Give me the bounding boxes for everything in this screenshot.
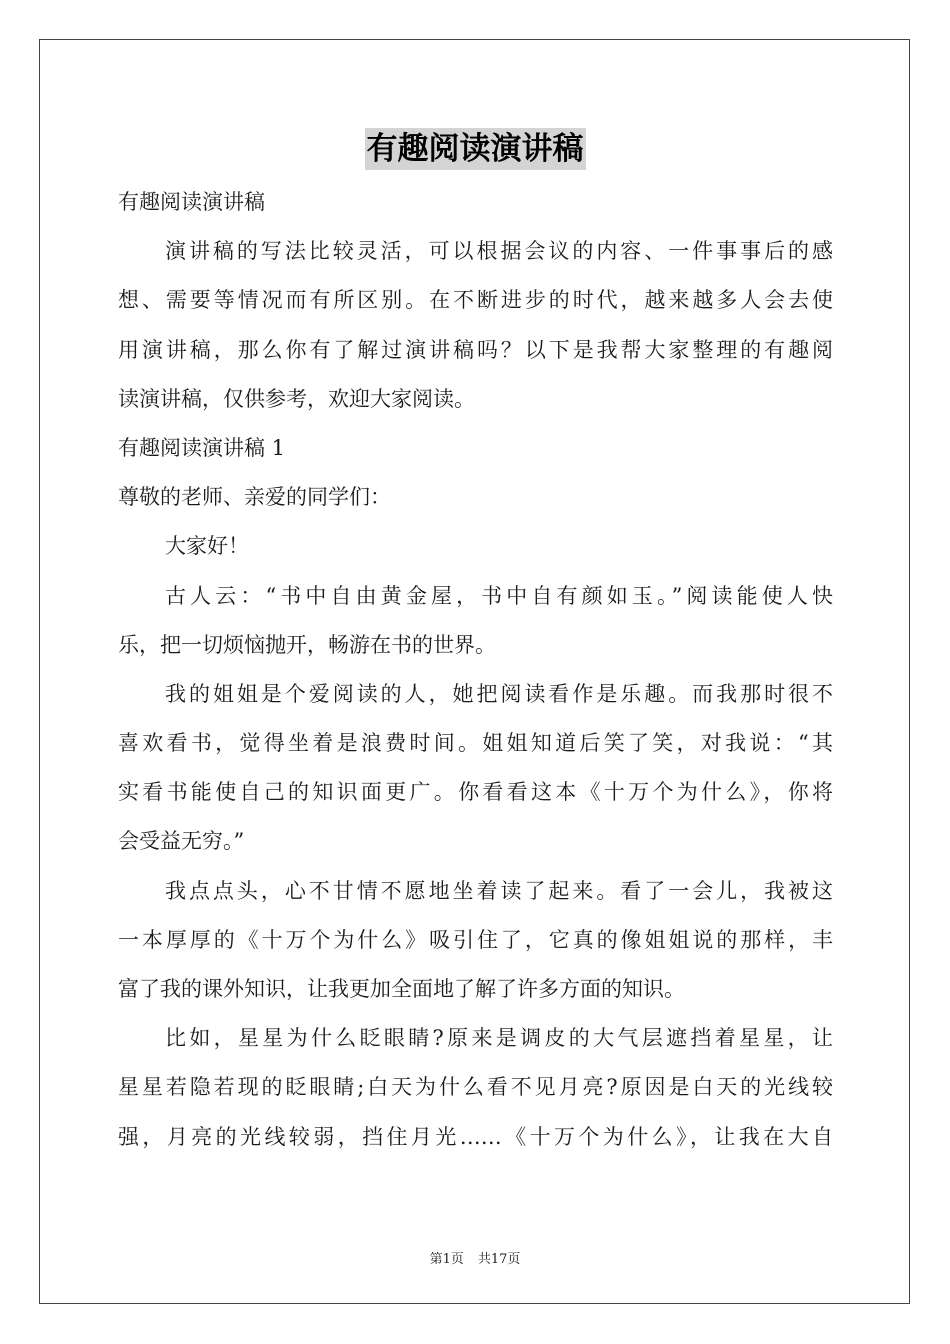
body-line: 一本厚厚的《十万个为什么》吸引住了，它真的像姐姐说的那样，丰 [118,927,833,952]
document-title-text: 有趣阅读演讲稿 [365,128,586,170]
body-line: 喜欢看书，觉得坐着是浪费时间。姐姐知道后笑了笑，对我说：“其 [118,731,833,756]
body-line: 我点点头，心不甘情不愿地坐着读了起来。看了一会儿，我被这 [165,878,833,903]
body-line: 有趣阅读演讲稿 [118,190,265,214]
body-line: 强，月亮的光线较弱，挡住月光……《十万个为什么》，让我在大自 [118,1124,833,1149]
body-line: 古人云：“书中自由黄金屋，书中自有颜如玉。”阅读能使人快 [165,583,833,608]
body-line: 用演讲稿，那么你有了解过演讲稿吗？以下是我帮大家整理的有趣阅 [118,337,833,362]
greeting: 大家好！ [165,534,249,559]
document-title [0,128,950,170]
body-line: 演讲稿的写法比较灵活，可以根据会议的内容、一件事事后的感 [165,239,833,264]
body-line: 我的姐姐是个爱阅读的人，她把阅读看作是乐趣。而我那时很不 [165,681,833,706]
page-footer [0,1248,950,1267]
body-line: 会受益无穷。” [118,829,245,854]
salutation: 尊敬的老师、亲爱的同学们： [118,485,391,510]
document-body [118,178,833,1162]
body-line: 乐，把一切烦恼抛开，畅游在书的世界。 [118,632,496,657]
body-line: 富了我的课外知识，让我更加全面地了解了许多方面的知识。 [118,977,685,1001]
body-line: 星星若隐若现的眨眼睛;白天为什么看不见月亮?原因是白天的光线较 [118,1075,833,1100]
body-line: 想、需要等情况而有所区别。在不断进步的时代，越来越多人会去使 [118,288,833,313]
body-line: 读演讲稿，仅供参考，欢迎大家阅读。 [118,386,475,411]
page-number: 第1页 [429,1252,464,1267]
body-line: 实看书能使自己的知识面更广。你看看这本《十万个为什么》，你将 [118,780,833,805]
body-line: 比如，星星为什么眨眼睛?原来是调皮的大气层遮挡着星星，让 [165,1026,833,1051]
section-heading: 有趣阅读演讲稿 1 [118,435,286,460]
total-pages: 共17页 [477,1252,521,1267]
